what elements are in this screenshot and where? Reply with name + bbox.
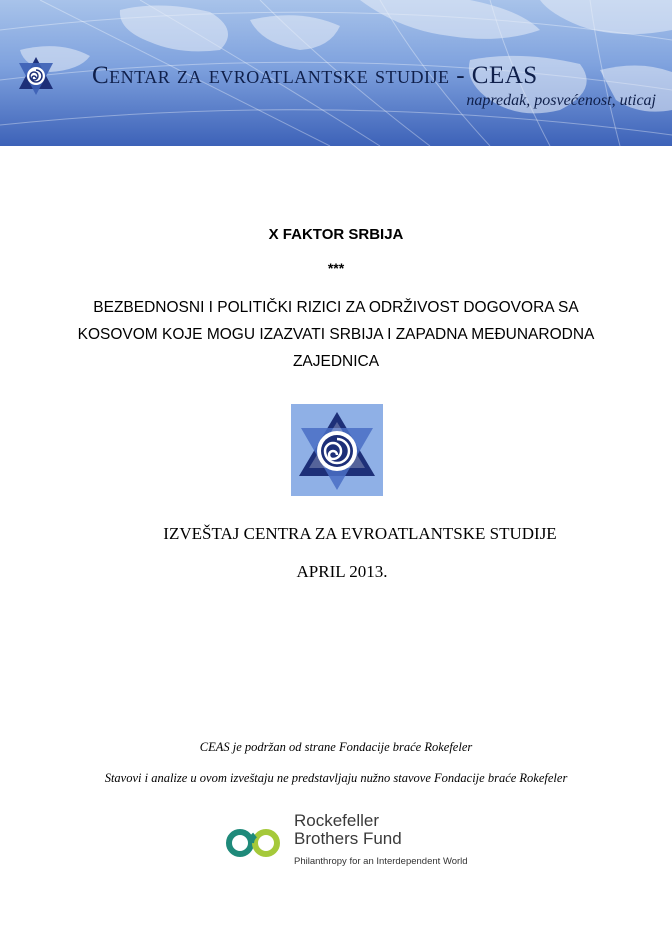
header-banner <box>0 0 672 146</box>
sponsor-logo <box>224 812 484 892</box>
report-line: IZVEŠTAJ CENTRA ZA EVROATLANTSKE STUDIJE <box>163 524 557 543</box>
support-note: CEAS je podržan od strane Fondacije braće Rokefeler <box>199 740 473 754</box>
report-date: APRIL 2013. <box>296 562 388 581</box>
sponsor-name-line1: Rockefeller <box>294 811 380 830</box>
title-separator: *** <box>327 260 345 276</box>
sponsor-tagline: Philanthropy for an Interdependent World <box>294 856 468 867</box>
rbf-infinity-icon <box>224 828 284 863</box>
document-title: X FAKTOR SRBIJA <box>268 226 404 243</box>
org-tagline: napredak, posvećenost, uticaj <box>466 92 656 109</box>
disclaimer: Stavovi i analize u ovom izveštaju ne predstavljaju nužno stavove Fondacije braće Rokefeler <box>104 771 568 785</box>
ceas-logo-icon <box>16 56 56 101</box>
ceas-emblem-icon <box>291 404 383 496</box>
org-name: Centar za evroatlantske studije - CEAS <box>92 62 538 89</box>
sponsor-name-line2: Brothers Fund <box>294 829 402 848</box>
sponsor-name <box>294 812 402 848</box>
document-subtitle: BEZBEDNOSNI I POLITIČKI RIZICI ZA ODRŽIVOST DOGOVORA SA KOSOVOM KOJE MOGU IZAZVATI SRBIJA I ZAPADNA MEĐUNARODNA ZAJEDNICA <box>77 299 595 370</box>
